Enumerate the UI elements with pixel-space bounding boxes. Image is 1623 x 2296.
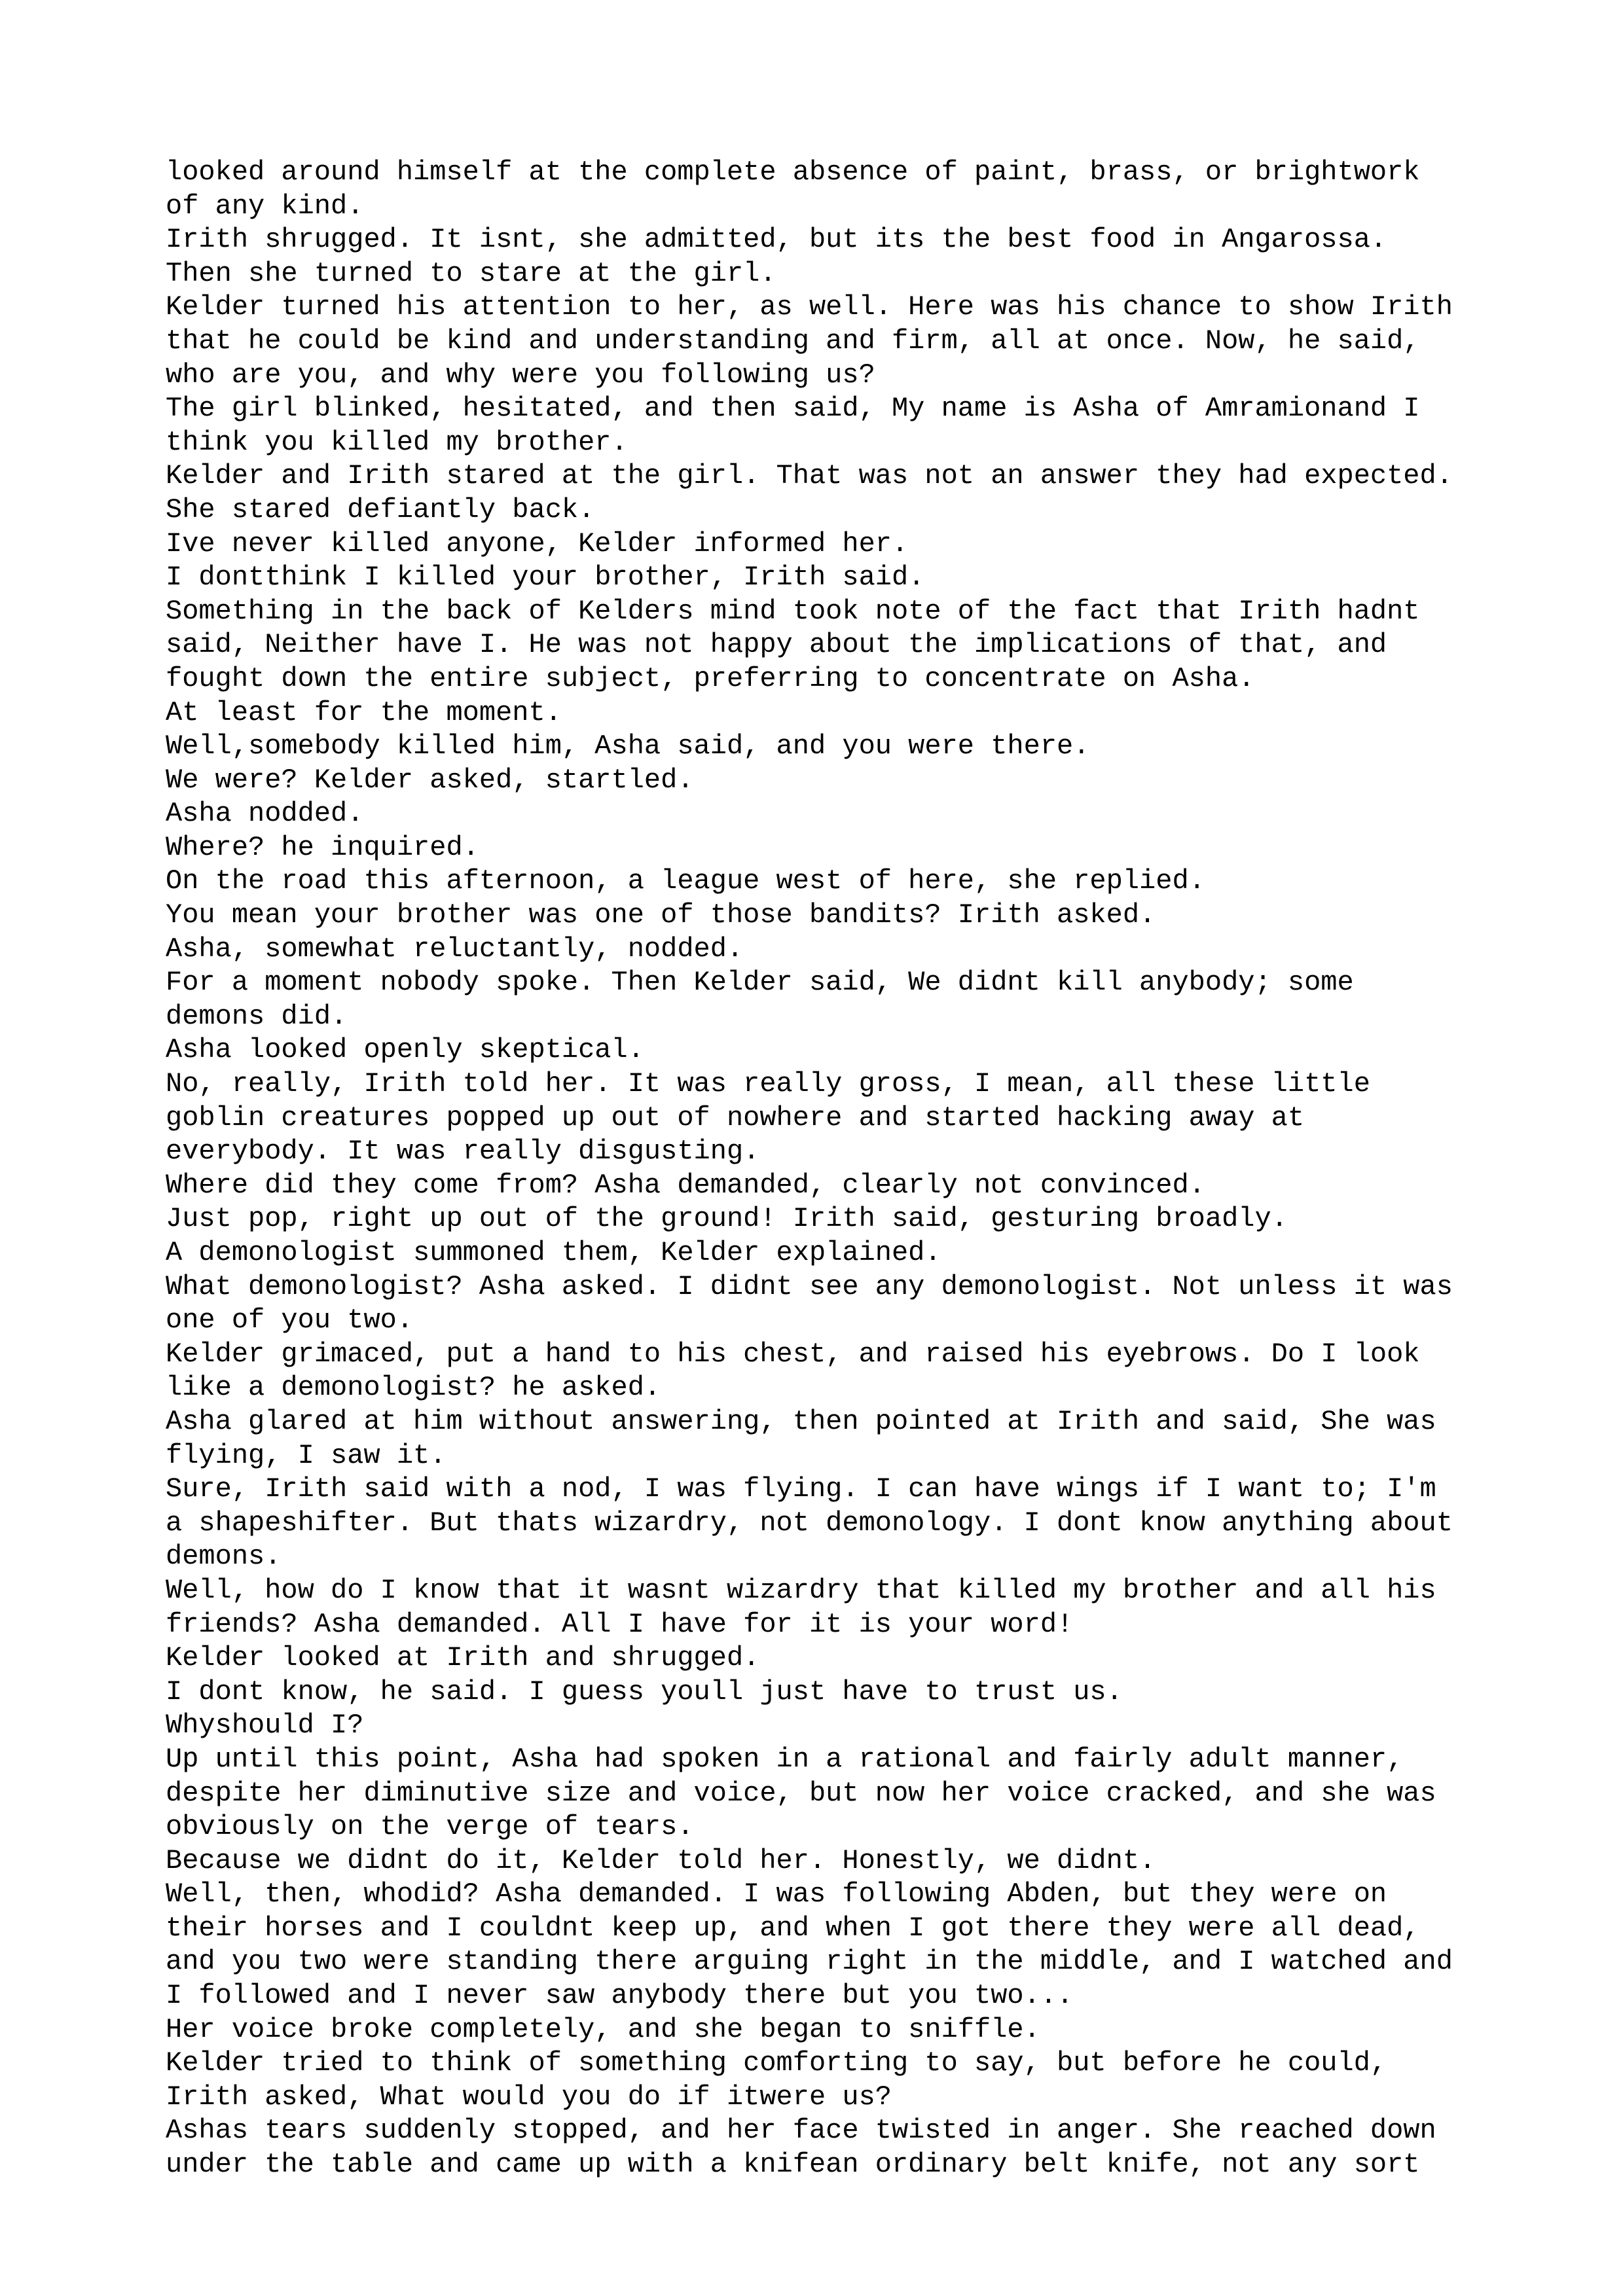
text-line: Asha nodded. xyxy=(166,798,364,830)
text-line: Kelder and Irith stared at the girl. That was not an answer they had expected. xyxy=(166,460,1453,492)
document-page xyxy=(166,156,1453,2182)
text-line: Kelder looked at Irith and shrugged. xyxy=(166,1642,760,1674)
text-line: No, really, Irith told her. It was really gross, I mean, all these little xyxy=(166,1068,1370,1100)
text-line: who are you, and why were you following us? xyxy=(166,359,875,391)
text-line: friends? Asha demanded. All I have for it is your word! xyxy=(166,1608,1074,1640)
text-line: Ive never killed anyone, Kelder informed her. xyxy=(166,528,909,560)
text-line: demons did. xyxy=(166,1000,348,1032)
text-line: demons. xyxy=(166,1541,282,1573)
text-line: The girl blinked, hesitated, and then said, My name is Asha of Amramionand I xyxy=(166,393,1420,425)
text-line: Irith shrugged. It isnt, she admitted, but its the best food in Angarossa. xyxy=(166,224,1387,256)
text-line: We were? Kelder asked, startled. xyxy=(166,764,694,796)
text-line: Asha glared at him without answering, then pointed at Irith and said, She was xyxy=(166,1405,1436,1437)
text-line: despite her diminutive size and voice, but now her voice cracked, and she was xyxy=(166,1777,1436,1809)
text-line: Whyshould I? xyxy=(166,1710,364,1742)
text-line: Something in the back of Kelders mind took note of the fact that Irith hadnt xyxy=(166,595,1420,627)
text-line: Sure, Irith said with a nod, I was flying. I can have wings if I want to; I'm xyxy=(166,1473,1436,1505)
text-line: a shapeshifter. But thats wizardry, not demonology. I dont know anything about xyxy=(166,1507,1453,1539)
text-line: Well, then, whodid? Asha demanded. I was following Abden, but they were on xyxy=(166,1878,1387,1910)
text-line: Well, how do I know that it wasnt wizardry that killed my brother and all his xyxy=(166,1574,1436,1606)
text-line: Asha looked openly skeptical. xyxy=(166,1034,644,1066)
text-line: She stared defiantly back. xyxy=(166,493,595,526)
text-line: What demonologist? Asha asked. I didnt see any demonologist. Not unless it was xyxy=(166,1270,1453,1302)
text-line: obviously on the verge of tears. xyxy=(166,1811,694,1843)
text-line: their horses and I couldnt keep up, and when I got there they were all dead, xyxy=(166,1912,1420,1944)
text-line: one of you two. xyxy=(166,1304,414,1336)
text-line: Where? he inquired. xyxy=(166,831,479,863)
text-line: Irith asked, What would you do if itwere us? xyxy=(166,2081,892,2113)
text-line: Because we didnt do it, Kelder told her. Honestly, we didnt. xyxy=(166,1844,1156,1876)
text-line: said, Neither have I. He was not happy about the implications of that, and xyxy=(166,629,1387,661)
text-line: fought down the entire subject, preferring to concentrate on Asha. xyxy=(166,662,1255,694)
text-line: of any kind. xyxy=(166,190,364,222)
text-line: think you killed my brother. xyxy=(166,426,628,458)
text-line: Kelder turned his attention to her, as well. Here was his chance to show Irith xyxy=(166,291,1453,323)
text-line: I followed and I never saw anybody there but you two... xyxy=(166,1980,1074,2012)
text-line: under the table and came up with a knifean ordinary belt knife, not any sort xyxy=(166,2149,1420,2181)
text-line: On the road this afternoon, a league west of here, she replied. xyxy=(166,865,1205,897)
text-line: looked around himself at the complete absence of paint, brass, or brightwork xyxy=(166,156,1420,188)
text-line: that he could be kind and understanding and firm, all at once. Now, he said, xyxy=(166,325,1420,357)
text-line: Her voice broke completely, and she began to sniffle. xyxy=(166,2013,1040,2045)
text-line: Then she turned to stare at the girl. xyxy=(166,257,776,289)
text-line: Where did they come from? Asha demanded, clearly not convinced. xyxy=(166,1169,1205,1201)
text-line: You mean your brother was one of those bandits? Irith asked. xyxy=(166,899,1156,931)
text-line: A demonologist summoned them, Kelder explained. xyxy=(166,1237,941,1268)
text-line: like a demonologist? he asked. xyxy=(166,1372,661,1404)
text-line: Up until this point, Asha had spoken in a rational and fairly adult manner, xyxy=(166,1743,1404,1775)
text-line: I dontthink I killed your brother, Irith said. xyxy=(166,562,925,594)
text-line: goblin creatures popped up out of nowhere and started hacking away at xyxy=(166,1102,1305,1134)
text-line: I dont know, he said. I guess youll just have to trust us. xyxy=(166,1676,1123,1708)
text-line: Well,somebody killed him, Asha said, and you were there. xyxy=(166,730,1090,762)
text-line: Asha, somewhat reluctantly, nodded. xyxy=(166,933,744,965)
text-line: everybody. It was really disgusting. xyxy=(166,1136,760,1168)
text-line: Kelder grimaced, put a hand to his chest, and raised his eyebrows. Do I look xyxy=(166,1338,1420,1370)
text-line: and you two were standing there arguing right in the middle, and I watched and xyxy=(166,1946,1453,1978)
text-line: Kelder tried to think of something comforting to say, but before he could, xyxy=(166,2047,1387,2079)
text-line: flying, I saw it. xyxy=(166,1439,447,1471)
text-line: Ashas tears suddenly stopped, and her face twisted in anger. She reached down xyxy=(166,2115,1436,2147)
text-line: At least for the moment. xyxy=(166,696,562,728)
text-line: Just pop, right up out of the ground! Irith said, gesturing broadly. xyxy=(166,1203,1288,1235)
text-line: For a moment nobody spoke. Then Kelder said, We didnt kill anybody; some xyxy=(166,967,1354,999)
